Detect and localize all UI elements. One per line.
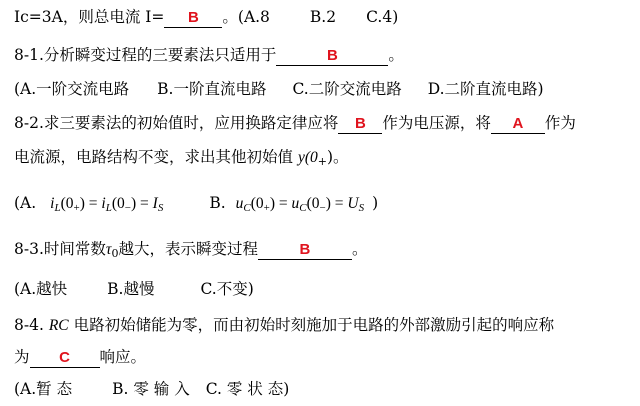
q0-prefix: Ic=3A，则总电流 I= — [14, 8, 165, 26]
q83-option-c: C.不变) — [200, 280, 254, 298]
q81-options — [14, 78, 544, 100]
q84-text1: 8-4. — [14, 316, 49, 334]
q82-question-line1 — [14, 112, 576, 134]
q0-option-b: B.2 — [309, 8, 337, 26]
q81-option-b: B.一阶直流电路 — [157, 80, 267, 98]
q81-option-d: D.二阶直流电路) — [427, 80, 544, 98]
q81-text: 8-1.分析瞬变过程的三要素法只适用于 — [14, 46, 277, 64]
q81-answer: B — [326, 47, 338, 64]
q81-option-c: C.二阶交流电路 — [292, 80, 402, 98]
q83-answer: B — [299, 241, 311, 258]
q84-option-b: B. 零 输 入 — [112, 380, 190, 398]
q81-question — [14, 44, 404, 66]
q81-suffix: 。 — [388, 46, 404, 64]
q84-answer: C — [59, 349, 70, 366]
q0-option-c: C.4) — [366, 8, 399, 26]
q83-question — [14, 238, 367, 265]
q83-answer-blank — [258, 240, 352, 260]
q82-answer1-blank — [338, 114, 382, 134]
q83-text2: 越大，表示瞬变过程 — [118, 240, 258, 258]
q82-mid: 作为电压源，将 — [382, 114, 491, 132]
q82-question-line2 — [14, 146, 349, 173]
q82-line2-math: y(0 — [297, 149, 318, 166]
q83-suffix: 。 — [351, 240, 368, 258]
q84-option-a: (A.暂 态 — [14, 380, 73, 398]
q82-answer2-blank — [491, 114, 545, 134]
q82-text1: 8-2.求三要素法的初始值时，应用换路定律应将 — [14, 114, 339, 132]
q84-line2-prefix: 为 — [14, 348, 30, 366]
q84-question-line2 — [14, 346, 146, 368]
q83-tau-sub: 0 — [111, 247, 119, 260]
q84-line2-suffix: 响应。 — [99, 348, 147, 366]
q84-option-c: C. 零 状 态) — [205, 380, 290, 398]
q82-answer1: B — [354, 115, 366, 132]
q82-suffix: 作为 — [544, 114, 576, 132]
q83-option-a: (A.越快 — [14, 280, 68, 298]
q82-answer2: A — [512, 115, 524, 132]
q82-option-a-formula: $i_L(0_+) = i_L(0_-) = I_S$ — [50, 195, 164, 214]
q82-line2: 电流源，电路结构不变，求出其他初始值 — [14, 148, 298, 166]
q82-option-end: ) — [372, 194, 379, 212]
q0-suffix: 。(A.8 — [222, 8, 270, 26]
q82-option-b: B. — [209, 194, 226, 212]
q81-answer-blank — [276, 46, 388, 66]
q83-option-b: B.越慢 — [107, 280, 155, 298]
q84-answer-blank — [30, 348, 100, 368]
q82-option-b-formula: $u_C(0_+) = u_C(0_-) = U_S$ — [235, 195, 365, 214]
q82-options — [14, 192, 378, 219]
q84-options — [14, 378, 289, 400]
q81-option-a: (A.一阶交流电路 — [14, 80, 130, 98]
q82-line2-end: )。 — [326, 148, 349, 166]
q83-text: 8-3.时间常数 — [14, 240, 106, 258]
q0-answer-blank — [164, 8, 222, 28]
q83-tau: τ — [105, 241, 112, 258]
q83-options — [14, 278, 254, 300]
q84-text2: 电路初始储能为零，而由初始时刻施加于电路的外部激励引起的响应称 — [68, 316, 555, 334]
q84-question-line1 — [14, 314, 554, 337]
q84-rc: RC — [48, 317, 69, 334]
q82-line2-sub: + — [317, 155, 327, 168]
q0-answer: B — [187, 9, 199, 26]
q0-line — [14, 6, 398, 28]
q82-option-a: (A. — [14, 194, 37, 212]
